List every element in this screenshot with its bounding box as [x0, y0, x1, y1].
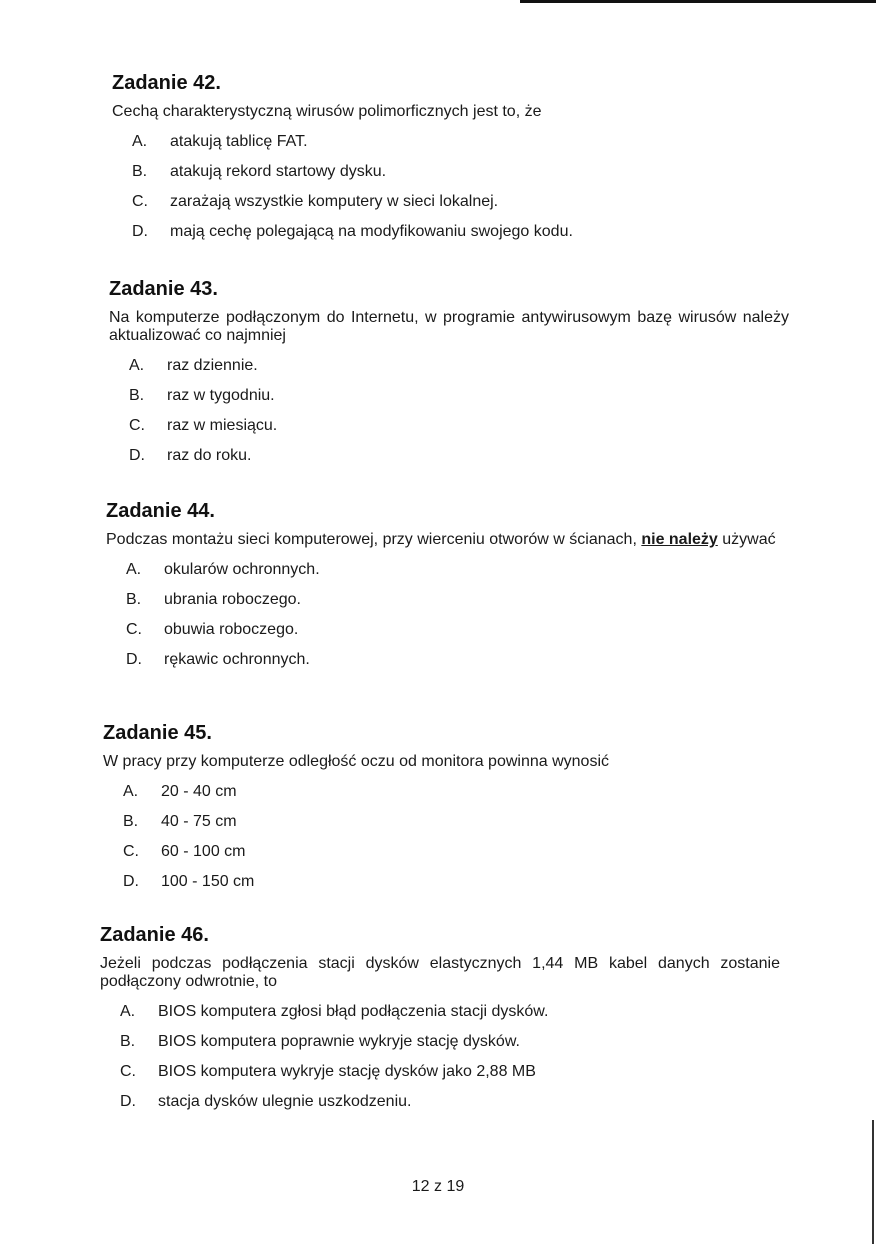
task-46	[100, 924, 780, 1123]
task-44	[106, 500, 786, 681]
option-c	[112, 193, 792, 223]
option-letter: C.	[132, 193, 148, 210]
option-d	[109, 447, 789, 477]
option-letter: A.	[129, 357, 145, 374]
option-letter: B.	[132, 163, 148, 180]
option-text: ubrania roboczego.	[164, 591, 301, 608]
task-question: Cechą charakterystyczną wirusów polimorficznych jest to, że	[112, 103, 542, 120]
task-question: W pracy przy komputerze odległość oczu od monitora powinna wynosić	[103, 753, 610, 770]
task-title: Zadanie 44.	[106, 500, 215, 522]
option-letter: C.	[126, 621, 142, 638]
task-title: Zadanie 42.	[112, 72, 221, 94]
question-emphasis: nie należy	[641, 531, 718, 548]
option-d	[103, 873, 783, 903]
option-text: 60 - 100 cm	[161, 843, 246, 860]
option-letter: A.	[120, 1003, 136, 1020]
option-text: 40 - 75 cm	[161, 813, 237, 830]
option-letter: C.	[120, 1063, 136, 1080]
option-b	[109, 387, 789, 417]
task-question: Na komputerze podłączonym do Internetu, w programie antywirusowym bazę wirusów należy aktualizować co najmniej	[109, 309, 789, 344]
task-43	[109, 278, 789, 477]
option-c	[106, 621, 786, 651]
question-text-pre: Podczas montażu sieci komputerowej, przy wierceniu otworów w ścianach,	[106, 531, 642, 548]
task-question: Jeżeli podczas podłączenia stacji dysków elastycznych 1,44 MB kabel danych zostanie podłączony odwrotnie, to	[100, 955, 780, 990]
option-text: BIOS komputera zgłosi błąd podłączenia stacji dysków.	[158, 1003, 549, 1020]
option-text: zarażają wszystkie komputery w sieci lokalnej.	[170, 193, 499, 210]
option-letter: A.	[132, 133, 148, 150]
option-text: 100 - 150 cm	[161, 873, 255, 890]
option-text: raz dziennie.	[167, 357, 258, 374]
option-letter: A.	[126, 561, 142, 578]
page-number: 12 z 19	[411, 1178, 465, 1195]
task-title: Zadanie 45.	[103, 722, 212, 744]
option-text: raz w tygodniu.	[167, 387, 275, 404]
top-border-line	[520, 0, 876, 3]
option-text: rękawic ochronnych.	[164, 651, 310, 668]
task-title: Zadanie 46.	[100, 924, 209, 946]
option-text: BIOS komputera poprawnie wykryje stację dysków.	[158, 1033, 520, 1050]
option-text: BIOS komputera wykryje stację dysków jako 2,88 MB	[158, 1063, 536, 1080]
task-question	[106, 531, 786, 549]
option-text: 20 - 40 cm	[161, 783, 237, 800]
option-c	[100, 1063, 780, 1093]
option-text: stacja dysków ulegnie uszkodzeniu.	[158, 1093, 412, 1110]
option-letter: B.	[120, 1033, 136, 1050]
option-b	[100, 1033, 780, 1063]
option-text: mają cechę polegającą na modyfikowaniu swojego kodu.	[170, 223, 573, 240]
option-a	[100, 1003, 780, 1033]
option-letter: B.	[129, 387, 145, 404]
option-b	[103, 813, 783, 843]
option-a	[109, 357, 789, 387]
option-letter: B.	[126, 591, 142, 608]
task-42	[112, 72, 792, 253]
option-letter: C.	[123, 843, 139, 860]
option-c	[109, 417, 789, 447]
task-45	[103, 722, 783, 903]
task-title: Zadanie 43.	[109, 278, 218, 300]
question-text-post: używać	[717, 531, 776, 548]
option-a	[106, 561, 786, 591]
option-letter: B.	[123, 813, 139, 830]
option-text: atakują rekord startowy dysku.	[170, 163, 387, 180]
option-b	[106, 591, 786, 621]
option-text: atakują tablicę FAT.	[170, 133, 308, 150]
option-a	[103, 783, 783, 813]
option-text: okularów ochronnych.	[164, 561, 320, 578]
option-letter: D.	[123, 873, 139, 890]
option-text: obuwia roboczego.	[164, 621, 299, 638]
option-letter: A.	[123, 783, 139, 800]
option-letter: D.	[129, 447, 145, 464]
option-letter: D.	[126, 651, 142, 668]
option-d	[112, 223, 792, 253]
option-b	[112, 163, 792, 193]
option-c	[103, 843, 783, 873]
option-a	[112, 133, 792, 163]
option-text: raz do roku.	[167, 447, 252, 464]
option-d	[100, 1093, 780, 1123]
option-text: raz w miesiącu.	[167, 417, 278, 434]
option-letter: D.	[120, 1093, 136, 1110]
option-letter: D.	[132, 223, 148, 240]
option-letter: C.	[129, 417, 145, 434]
option-d	[106, 651, 786, 681]
